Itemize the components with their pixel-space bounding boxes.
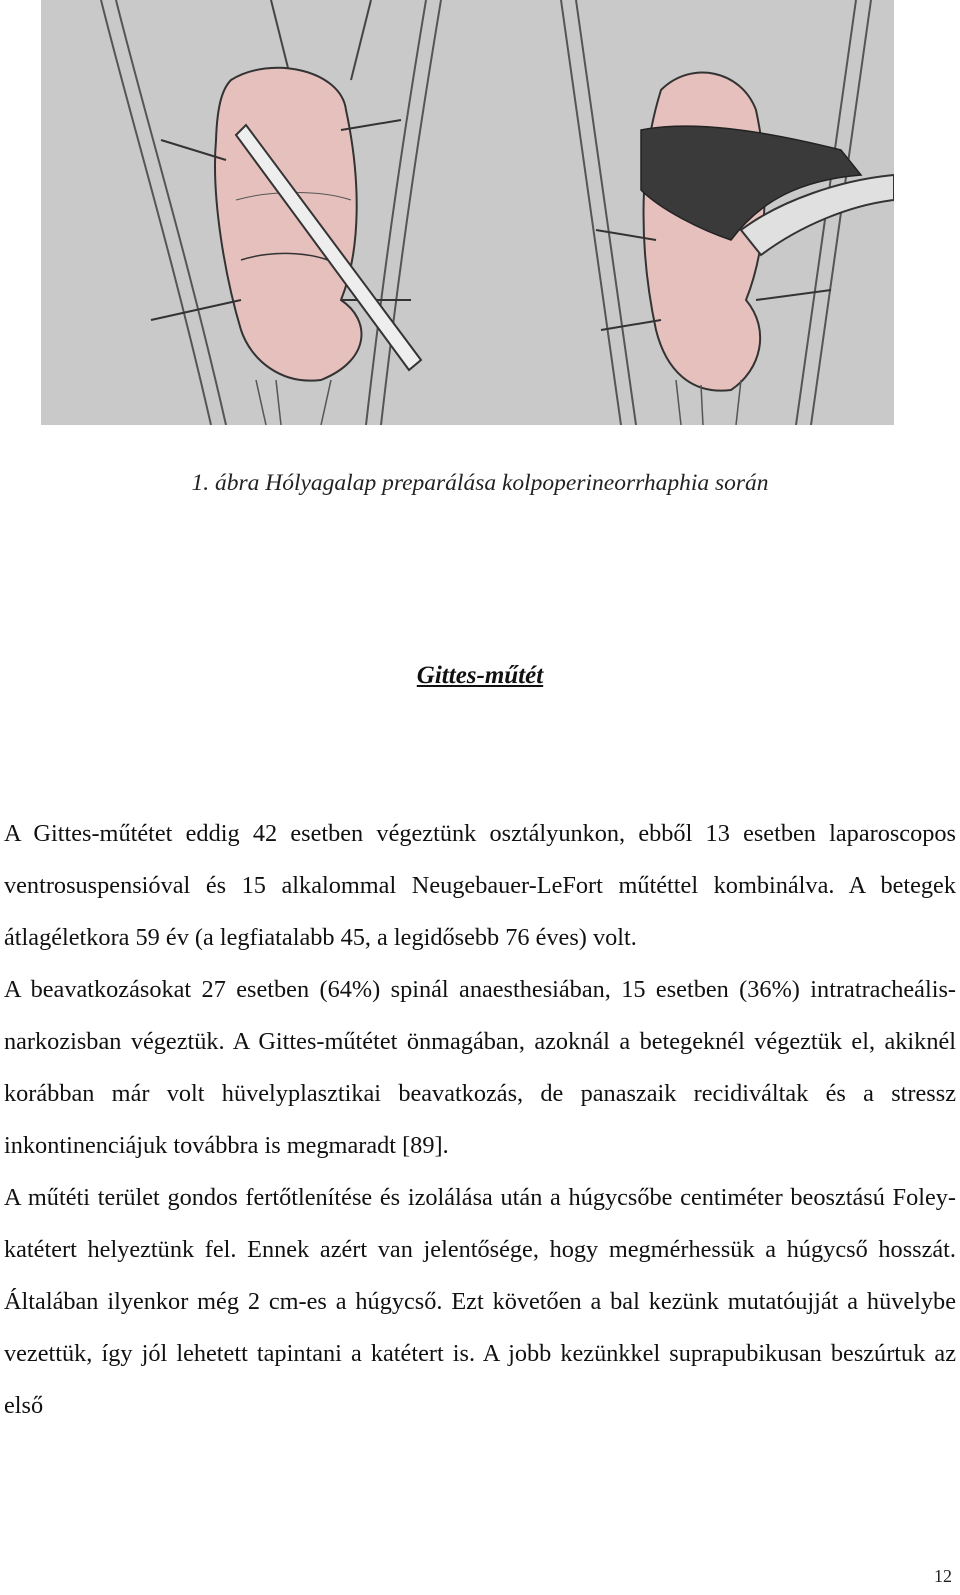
section-heading: Gittes-műtét (416, 662, 544, 689)
paragraph-2: A beavatkozásokat 27 esetben (64%) spinál anaesthesiában, 15 esetben (36%) intratracheális-narkozisban végeztük. A Gittes-műtétet önmagában, azoknál a betegeknél végeztük el, akiknél korábban már volt hüvelyplasztikai beavatkozás, de panaszaik recidiváltak és a stressz inkontinenciájuk továbbra is megmaradt [89]. (4, 976, 956, 1159)
body-text (4, 808, 956, 1432)
page-number: 12 (934, 1566, 952, 1586)
paragraph-3: A műtéti terület gondos fertőtlenítése és izolálása után a húgycsőbe centiméter beosztású Foley-katétert helyeztünk fel. Ennek azért van jelentősége, hogy megmérhessük a húgycső hosszát. Általában ilyenkor még 2 cm-es a húgycső. Ezt követően a bal kezünk mutatóujját a hüvelybe vezettük, így jól lehetett tapintani a katétert is. A jobb kezünkkel suprapubikusan beszúrtuk az első (4, 1184, 956, 1419)
paragraph-1: A Gittes-műtétet eddig 42 esetben végeztünk osztályunkon, ebből 13 esetben laparoscopos ventrosuspensióval és 15 alkalommal Neugebauer-LeFort műtéttel kombinálva. A betegek átlagéletkora 59 év (a legfiatalabb 45, a legidősebb 76 éves) volt. (4, 820, 956, 951)
surgical-illustration-figure (41, 0, 894, 425)
surgical-illustration-image (41, 0, 894, 425)
figure-caption: 1. ábra Hólyagalap preparálása kolpoperineorrhaphia során (191, 470, 769, 496)
